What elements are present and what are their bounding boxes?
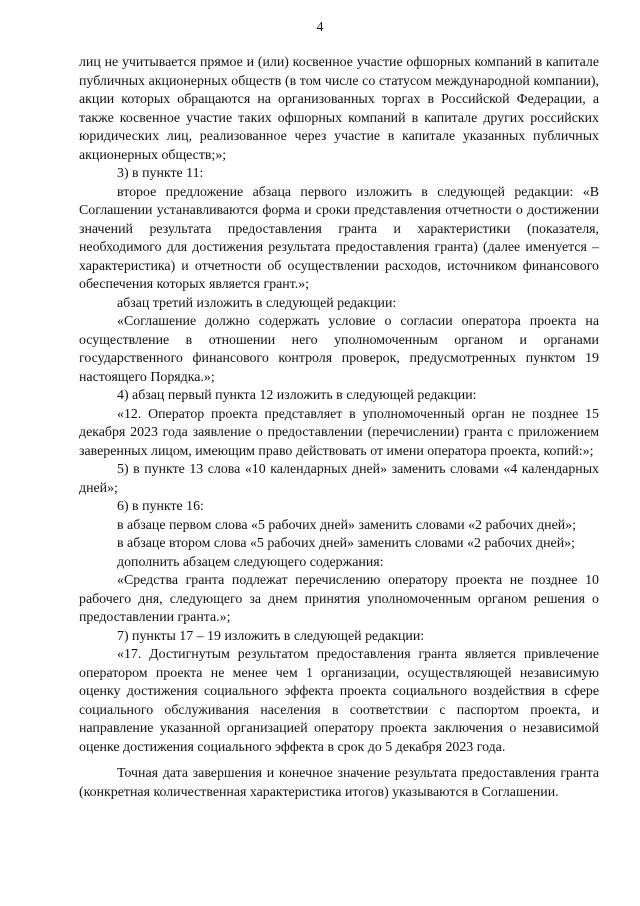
paragraph-13: «Средства гранта подлежат перечислению оператору проекта не позднее 10 рабочего дня, следующего за днем принятия уполномоченным органом решения о предоставлении гранта.»; (79, 573, 599, 625)
page-number: 4 (316, 20, 324, 35)
paragraph-7: «12. Оператор проекта представляет в уполномоченный орган не позднее 15 декабря 2023 года заявление о предоставлении (перечислении) гранта с приложением заверенных лицом, имеющим право действовать от имени оператора проекта, копий:»; (79, 406, 599, 459)
paragraph-9: 6) в пункте 16: (117, 499, 204, 514)
paragraph-2: 3) в пункте 11: (117, 166, 204, 181)
paragraph-11: в абзаце втором слова «5 рабочих дней» заменить словами «2 рабочих дней»; (117, 536, 575, 551)
paragraph-16: Точная дата завершения и конечное значение результата предоставления гранта (конкретная количественная характеристика итогов) указываются в Соглашении. (79, 766, 599, 800)
paragraph-15: «17. Достигнутым результатом предоставления гранта является привлечение оператором проекта не менее чем 1 организации, осуществляющей независимую оценку достижения социального эффекта проекта социального воздействия в сфере социального обслуживания населения в соответствии с паспортом проекта, и направление указанной организацией оператору проекта заключения о независимой оценке достижения социального эффекта в срок до 5 декабря 2023 года. (79, 647, 599, 755)
paragraph-4: абзац третий изложить в следующей редакции: (117, 295, 397, 311)
paragraph-10: в абзаце первом слова «5 рабочих дней» заменить словами «2 рабочих дней»; (117, 517, 576, 533)
paragraph-14: 7) пункты 17 – 19 изложить в следующей редакции: (117, 628, 425, 644)
paragraph-1: лиц не учитывается прямое и (или) косвенное участие офшорных компаний в капитале публичных акционерных обществ (в том числе со статусом международной компании), акции которых обращаются на организованных торгах в Российской Федерации, а также косвенное участие таких офшорных компаний в капитале других российских юридических лиц, реализованное через участие в капитале указанных публичных акционерных обществ;»; (79, 55, 599, 163)
paragraph-12: дополнить абзацем следующего содержания: (117, 554, 384, 570)
paragraph-3: второе предложение абзаца первого изложить в следующей редакции: «В Соглашении устанавливаются форма и сроки представления отчетности о достижении значений результата предоставления гранта и характеристики (показателя, необходимого для достижения результата предоставления гранта) (далее именуется – характеристика) и отчетности об осуществлении расходов, источником финансового обеспечения которых является грант.»; (79, 184, 599, 292)
paragraph-8: 5) в пункте 13 слова «10 календарных дней» заменить словами «4 календарных дней»; (79, 462, 599, 496)
document-body (79, 54, 599, 802)
paragraph-5: «Соглашение должно содержать условие о согласии оператора проекта на осуществление в отношении него уполномоченным органом и органами государственного финансового контроля проверок, предусмотренных пунктом 19 настоящего Порядка.»; (79, 314, 599, 385)
paragraph-6: 4) абзац первый пункта 12 изложить в следующей редакции: (117, 388, 477, 403)
